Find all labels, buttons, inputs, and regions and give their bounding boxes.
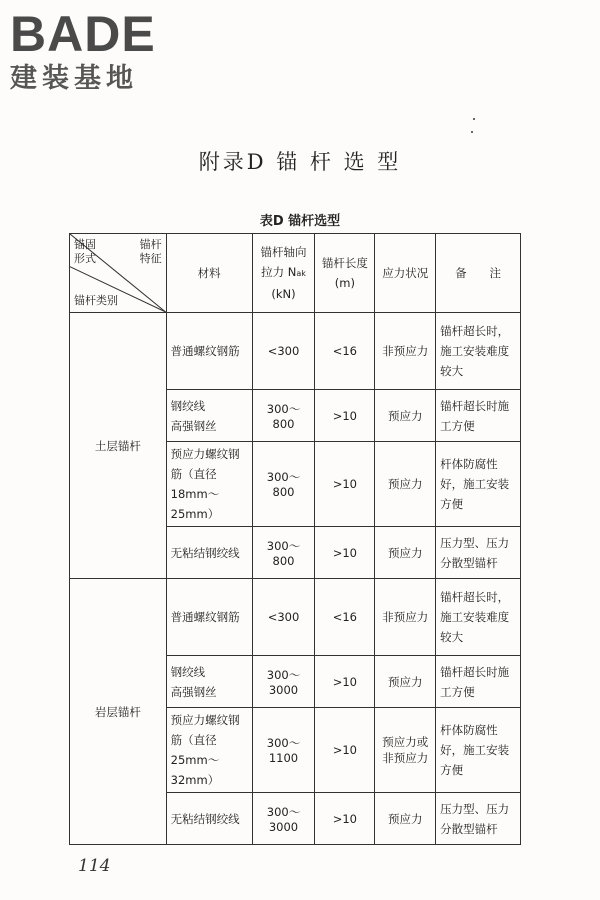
material-cell: 预应力螺纹钢筋（直径18mm～25mm） (166, 442, 252, 527)
remarks-cell: 杆体防腐性好，施工安装方便 (436, 442, 521, 527)
stress-cell: 非预应力 (375, 313, 436, 390)
stress-cell: 预应力 (375, 656, 436, 708)
force-cell: <300 (252, 579, 315, 656)
header-remarks: 备 注 (436, 234, 521, 313)
remarks-cell: 杆体防腐性好，施工安装方便 (436, 708, 521, 793)
stress-cell: 预应力 (375, 390, 436, 442)
logo (10, 6, 180, 102)
logo-subtitle: 建装基地 (10, 63, 138, 94)
remarks-cell: 锚杆超长时施工方便 (436, 656, 521, 708)
material-cell: 普通螺纹钢筋 (166, 313, 252, 390)
length-cell: >10 (315, 390, 375, 442)
stress-cell: 预应力或 非预应力 (375, 708, 436, 793)
scan-mark (473, 118, 475, 120)
material-cell: 预应力螺纹钢筋（直径25mm～32mm） (166, 708, 252, 793)
length-cell: <16 (315, 313, 375, 390)
length-cell: <16 (315, 579, 375, 656)
page-number: 114 (78, 856, 111, 876)
header-length: 锚杆长度 (m) (315, 234, 375, 313)
remarks-cell: 压力型、压力分散型锚杆 (436, 527, 521, 579)
scan-mark (471, 131, 473, 133)
logo-wordmark: BADE (10, 6, 156, 62)
remarks-cell: 锚杆超长时，施工安装难度较大 (436, 313, 521, 390)
stress-cell: 非预应力 (375, 579, 436, 656)
force-cell: 300～800 (252, 527, 315, 579)
header-material: 材料 (166, 234, 252, 313)
category-cell: 土层锚杆 (70, 313, 167, 579)
diagonal-header-cell (70, 234, 167, 313)
material-cell: 普通螺纹钢筋 (166, 579, 252, 656)
material-cell: 无粘结钢绞线 (166, 793, 252, 845)
category-cell: 岩层锚杆 (70, 579, 167, 845)
table-row (70, 313, 521, 390)
table-caption: 表D 锚杆选型 (259, 214, 341, 229)
anchor-selection-table (69, 233, 521, 845)
stress-cell: 预应力 (375, 527, 436, 579)
length-cell: >10 (315, 793, 375, 845)
remarks-cell: 压力型、压力分散型锚杆 (436, 793, 521, 845)
force-cell: <300 (252, 313, 315, 390)
material-cell: 无粘结钢绞线 (166, 527, 252, 579)
force-cell: 300～3000 (252, 793, 315, 845)
header-anchorage-form: 锚固 形式 (74, 238, 96, 265)
header-anchor-feature: 锚杆 特征 (139, 238, 162, 265)
remarks-cell: 锚杆超长时施工方便 (436, 390, 521, 442)
appendix-title: 附录D 锚 杆 选 型 (198, 150, 402, 174)
header-anchor-category: 锚杆类别 (74, 294, 118, 307)
force-cell: 300～800 (252, 390, 315, 442)
table-header-row (70, 234, 521, 313)
force-cell: 300～1100 (252, 708, 315, 793)
header-axial-force: 锚杆轴向 拉力 Nak (kN) (252, 234, 315, 313)
table-row (70, 579, 521, 656)
material-cell: 钢绞线 高强钢丝 (166, 390, 252, 442)
stress-cell: 预应力 (375, 442, 436, 527)
header-stress: 应力状况 (375, 234, 436, 313)
force-cell: 300～3000 (252, 656, 315, 708)
remarks-cell: 锚杆超长时，施工安装难度较大 (436, 579, 521, 656)
length-cell: >10 (315, 442, 375, 527)
length-cell: >10 (315, 527, 375, 579)
material-cell: 钢绞线 高强钢丝 (166, 656, 252, 708)
length-cell: >10 (315, 708, 375, 793)
force-cell: 300～800 (252, 442, 315, 527)
stress-cell: 预应力 (375, 793, 436, 845)
length-cell: >10 (315, 656, 375, 708)
